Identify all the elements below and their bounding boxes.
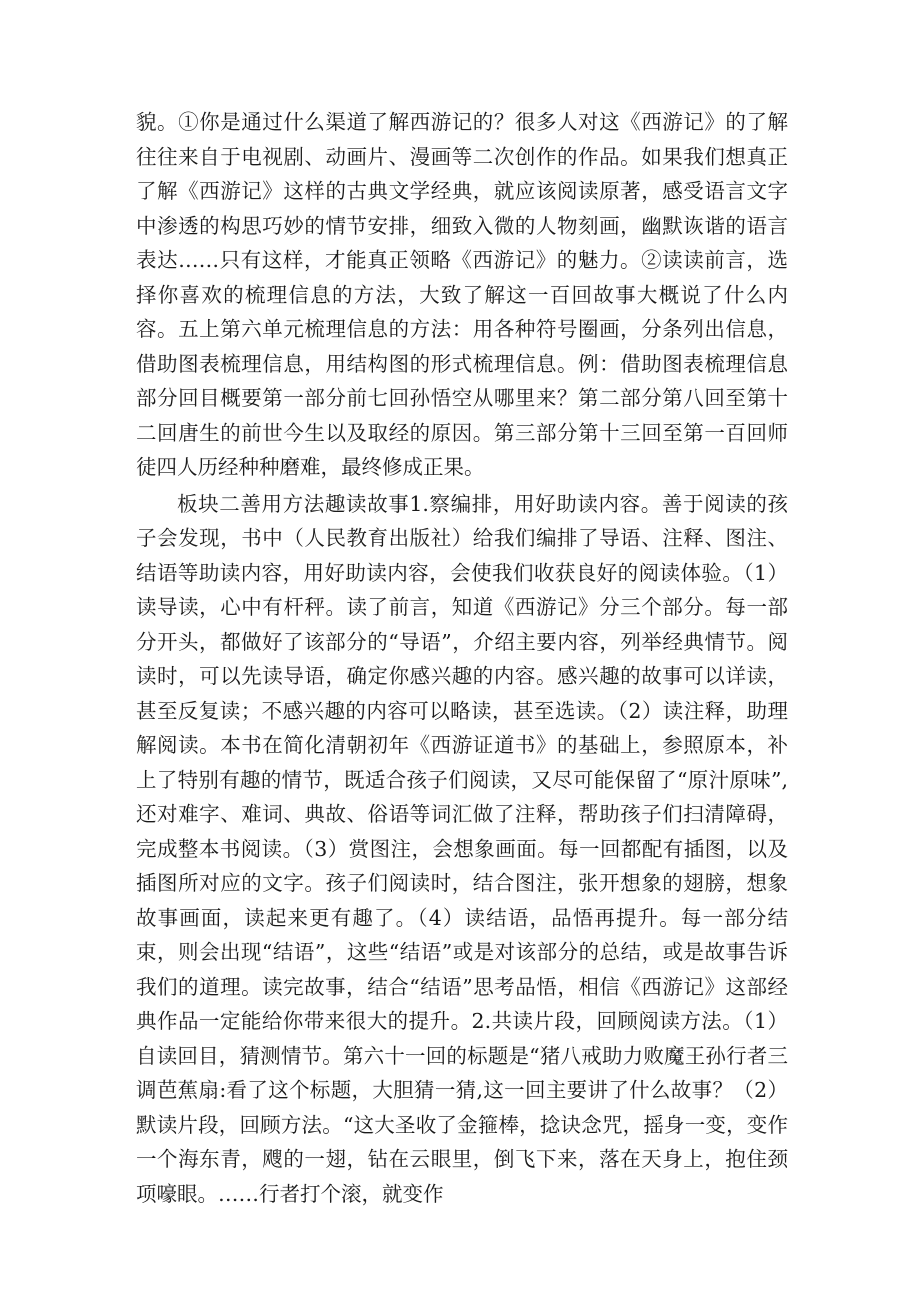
paragraph-section-two: 板块二善用方法趣读故事1.察编排，用好助读内容。善于阅读的孩子会发现，书中（人民教育出版社）给我们编排了导语、注释、图注、结语等助读内容，用好助读内容，会使我们收获良好的阅读体验。（1）读导读，心中有杆秤。读了前言，知道《西游记》分三个部分。每一部分开头，都做好了该部分的“导语”，介绍主要内容，列举经典情节。阅读时，可以先读导语，确定你感兴趣的内容。感兴趣的故事可以详读，甚至反复读；不感兴趣的内容可以略读，甚至选读。（2）读注释，助理解阅读。本书在简化清朝初年《西游证道书》的基础上，参照原本，补上了特别有趣的情节，既适合孩子们阅读，又尽可能保留了“原汁原味”,还对难字、难词、典故、俗语等词汇做了注释，帮助孩子们扫清障碍，完成整本书阅读。（3）赏图注，会想象画面。每一回都配有插图，以及插图所对应的文字。孩子们阅读时，结合图注，张开想象的翅膀，想象故事画面，读起来更有趣了。（4）读结语，品悟再提升。每一部分结束，则会出现“结语”，这些“结语”或是对该部分的总结，或是故事告诉我们的道理。读完故事，结合“结语”思考品悟，相信《西游记》这部经典作品一定能给你带来很大的提升。2.共读片段，回顾阅读方法。（1）自读回目，猜测情节。第六十一回的标题是“猪八戒助力败魔王孙行者三调芭蕉扇:看了这个标题，大胆猜一猜,这一回主要讲了什么故事？（2）默读片段，回顾方法。“这大圣收了金箍棒，捻诀念咒，摇身一变，变作一个海东青，飕的一翅，钻在云眼里，倒飞下来，落在天身上，抱住颈项嚎眼。……行者打个滚，就变作 (136, 491, 788, 1206)
document-body (136, 105, 788, 1211)
paragraph-intro: 貌。①你是通过什么渠道了解西游记的？很多人对这《西游记》的了解往往来自于电视剧、动画片、漫画等二次创作的作品。如果我们想真正了解《西游记》这样的古典文学经典，就应该阅读原著，感受语言文字中渗透的构思巧妙的情节安排，细致入微的人物刻画，幽默诙谐的语言表达……只有这样，才能真正领略《西游记》的魅力。②读读前言，选择你喜欢的梳理信息的方法，大致了解这一百回故事大概说了什么内容。五上第六单元梳理信息的方法：用各种符号圈画，分条列出信息，借助图表梳理信息，用结构图的形式梳理信息。例：借助图表梳理信息部分回目概要第一部分前七回孙悟空从哪里来？第二部分第八回至第十二回唐生的前世今生以及取经的原因。第三部分第十三回至第一百回师徒四人历经种种磨难，最终修成正果。 (136, 110, 788, 479)
